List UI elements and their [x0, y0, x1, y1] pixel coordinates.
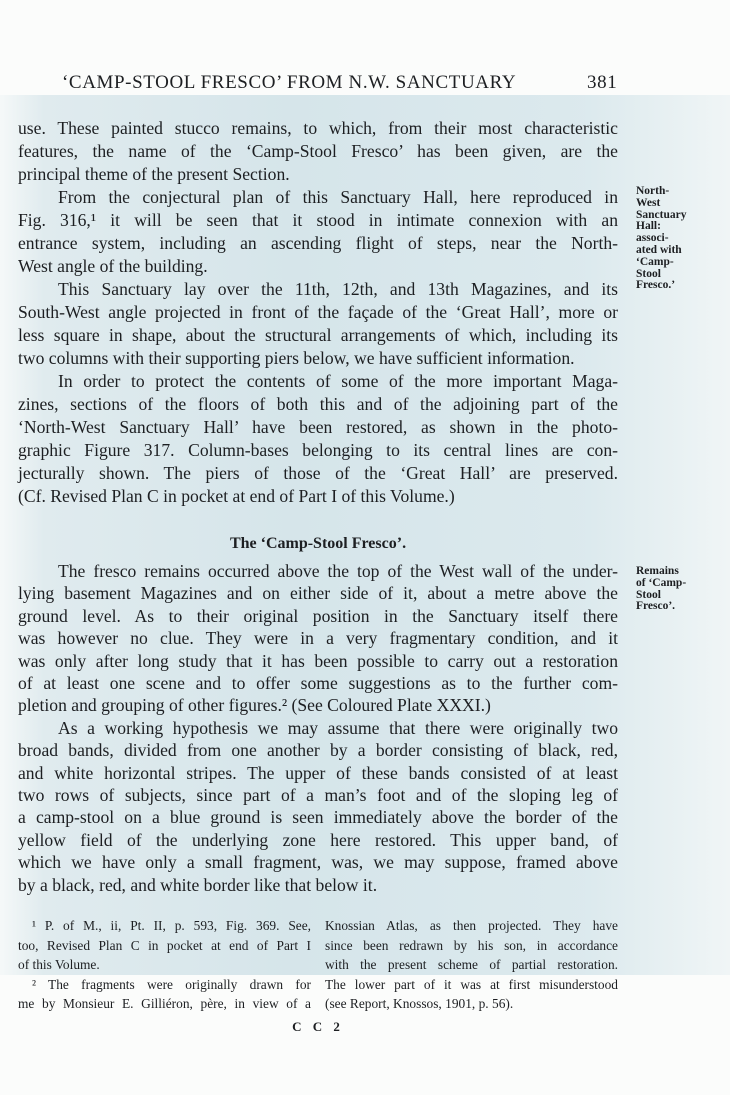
text-line: by a black, red, and white border like that below it. — [18, 874, 378, 895]
text-line: which we have only a small fragment, was, we may suppose, framed above — [18, 852, 618, 873]
running-header — [0, 72, 730, 96]
text-line: West angle of the building. — [18, 256, 208, 276]
text-line: two columns with their supporting piers below, we have sufficient information. — [18, 348, 575, 368]
text-line: zines, sections of the floors of both this and of the adjoining part of the — [18, 394, 618, 414]
marginal-note-remains — [636, 566, 726, 613]
marginal-note-line: Fresco’. — [636, 600, 676, 613]
footnote-line: me by Monsieur E. Gilliéron, père, in view of a — [18, 996, 311, 1012]
text-line: jecturally shown. The piers of those of the ‘Great Hall’ are preserved. — [18, 463, 618, 483]
footnote-line: ¹ P. of M., ii, Pt. II, p. 593, Fig. 369. See, — [32, 918, 311, 934]
text-line: was only after long study that it has been possible to carry out a restoration — [18, 650, 618, 671]
footnote-line: ² The fragments were originally drawn for — [32, 976, 311, 992]
text-line: This Sanctuary lay over the 11th, 12th, and 13th Magazines, and its — [58, 279, 618, 299]
text-line: In order to protect the contents of some of the more important Maga- — [58, 371, 618, 391]
text-line: pletion and grouping of other figures.² (See Coloured Plate XXXI.) — [18, 695, 491, 716]
text-line: use. These painted stucco remains, to which, from their most characteristic — [18, 118, 618, 138]
text-line: two rows of subjects, since part of a man’s foot and of the sloping leg of — [18, 785, 618, 806]
footnotes-right-column — [325, 916, 618, 1014]
text-line: was however no clue. They were in a very fragmentary condition, and it — [18, 628, 618, 649]
text-line: features, the name of the ‘Camp-Stool Fresco’ has been given, are the — [18, 141, 618, 161]
marginal-note-line: West — [636, 196, 661, 209]
text-line: The fresco remains occurred above the top of the West wall of the under- — [58, 561, 618, 581]
page-number: 381 — [587, 72, 618, 93]
marginal-note-line: associ- — [636, 232, 669, 245]
text-line: As a working hypothesis we may assume that there were originally two — [58, 717, 618, 738]
body-text-upper — [18, 117, 618, 508]
marginal-note-line: of ‘Camp- — [636, 576, 687, 589]
marginal-note-line: ‘Camp- — [636, 255, 674, 268]
text-line: Fig. 316,¹ it will be seen that it stood in intimate connexion with an — [18, 210, 618, 230]
footnotes-left-column — [18, 916, 311, 1014]
footnote-line: too, Revised Plan C in pocket at end of Part I — [18, 937, 311, 953]
text-line: ground level. As to their original position in the Sanctuary itself there — [18, 605, 618, 626]
text-line: lying basement Magazines and on either side of it, about a metre above the — [18, 583, 618, 604]
text-line: and white horizontal stripes. The upper of these bands consisted of at least — [18, 762, 618, 783]
running-title: ‘CAMP-STOOL FRESCO’ FROM N.W. SANCTUARY — [62, 72, 517, 93]
body-text-lower — [18, 560, 618, 896]
section-heading: The ‘Camp-Stool Fresco’. — [229, 535, 407, 552]
text-line: yellow field of the underlying zone here restored. This upper band, of — [18, 829, 618, 850]
text-line: broad bands, divided from one another by a border consisting of black, red, — [18, 740, 618, 761]
text-line: entrance system, including an ascending flight of steps, near the North- — [18, 233, 618, 253]
text-line: principal theme of the present Section. — [18, 164, 290, 184]
signature-mark: C C 2 — [292, 1018, 344, 1034]
marginal-note-line: ated with — [636, 243, 682, 256]
footnote-line: of this Volume. — [18, 957, 100, 973]
footnote-line: Knossian Atlas, as then projected. They have — [325, 918, 618, 934]
text-line: South-West angle projected in front of the façade of the ‘Great Hall’, more or — [18, 302, 618, 322]
text-line: ‘North-West Sanctuary Hall’ have been restored, as shown in the photo- — [18, 417, 618, 437]
marginal-note-line: Stool — [636, 267, 661, 280]
footnote-line: The lower part of it was at first misunderstood — [325, 976, 618, 992]
marginal-note-line: Hall: — [636, 220, 661, 233]
text-line: of at least one scene and to offer some suggestions as to the further com- — [18, 673, 618, 694]
marginal-note-sanctuary — [636, 186, 726, 292]
footnote-line: (see Report, Knossos, 1901, p. 56). — [325, 996, 514, 1012]
marginal-note-line: North- — [636, 185, 670, 197]
footnote-line: with the present scheme of partial restoration. — [325, 957, 618, 973]
text-line: a camp-stool on a blue ground is seen immediately above the border of the — [18, 807, 618, 828]
footnote-line: since been redrawn by his son, in accordance — [325, 937, 618, 953]
marginal-note-line: Remains — [636, 565, 679, 577]
text-line: less square in shape, about the structural arrangements of which, including its — [18, 325, 618, 345]
text-line: (Cf. Revised Plan C in pocket at end of Part I of this Volume.) — [18, 486, 455, 506]
footnotes — [18, 916, 618, 1014]
text-line: graphic Figure 317. Column-bases belonging to its central lines are con- — [18, 440, 618, 460]
marginal-note-line: Sanctuary — [636, 208, 687, 221]
text-line: From the conjectural plan of this Sanctuary Hall, here reproduced in — [58, 187, 618, 207]
marginal-note-line: Stool — [636, 588, 661, 601]
marginal-note-line: Fresco.’ — [636, 279, 676, 292]
page-body — [18, 117, 618, 1036]
